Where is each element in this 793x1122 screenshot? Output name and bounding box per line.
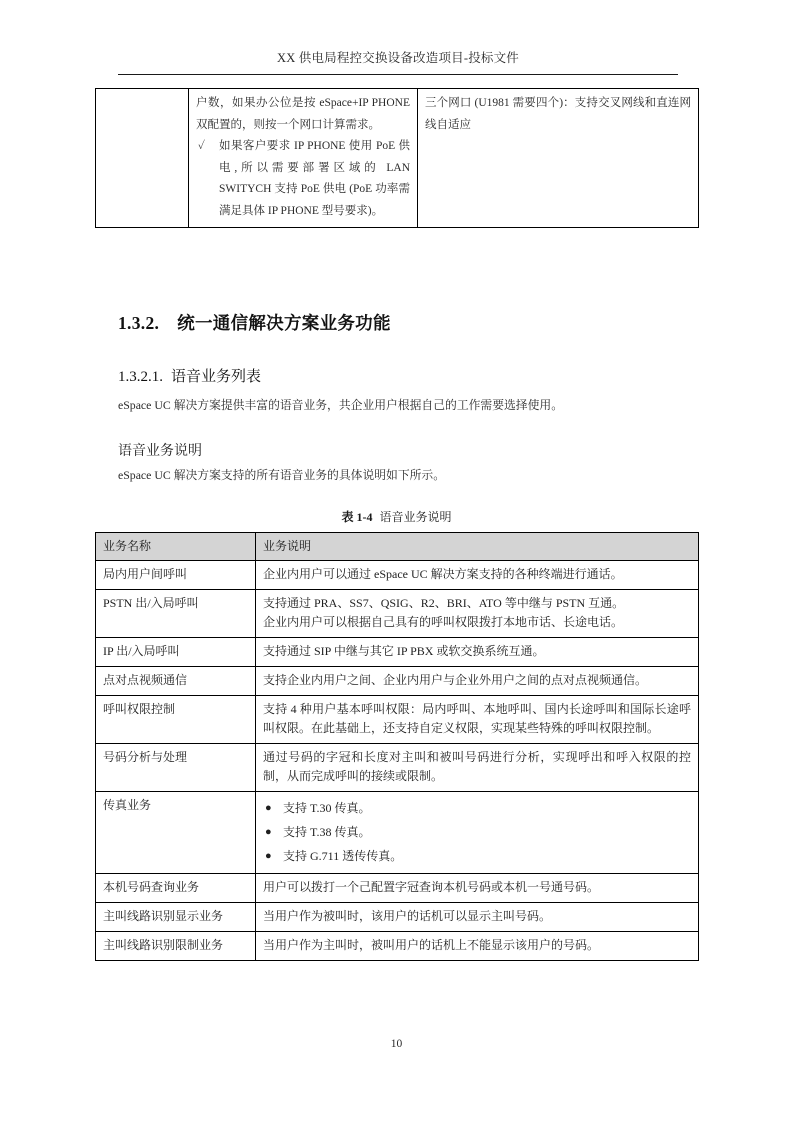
description-paragraph: 当用户作为被叫时，该用户的话机可以显示主叫号码。 — [263, 909, 552, 923]
description-paragraph: 企业内用户可以根据自己具有的呼叫权限拨打本地市话、长途电话。 — [263, 615, 624, 629]
service-description-cell — [256, 744, 699, 792]
table-caption-text: 语音业务说明 — [379, 510, 452, 524]
list-item — [263, 844, 691, 868]
table-caption-label: 表 1-4 — [341, 510, 373, 524]
service-name-cell: 号码分析与处理 — [96, 744, 256, 792]
service-name-cell: 本机号码查询业务 — [96, 874, 256, 903]
column-header-service-desc: 业务说明 — [256, 533, 699, 561]
intro-paragraph: eSpace UC 解决方案提供丰富的语音业务，共企业用户根据自己的工作需要选择使用。 — [118, 398, 563, 412]
service-description-cell — [256, 903, 699, 932]
bullet-icon: ● — [265, 826, 272, 838]
list-item-label: 支持 T.38 传真。 — [283, 825, 371, 839]
service-description-cell — [256, 667, 699, 696]
continued-cell-right — [418, 89, 699, 228]
table-row — [96, 561, 699, 590]
service-description-cell — [256, 874, 699, 903]
column-header-service-name: 业务名称 — [96, 533, 256, 561]
table-row — [96, 590, 699, 638]
description-paragraph: 支持通过 SIP 中继与其它 IP PBX 或软交换系统互通。 — [263, 644, 545, 658]
bullet-icon: ● — [265, 802, 272, 814]
list-item-label: 如果客户要求 IP PHONE 使用 PoE 供电,所以需要部署区域的 LAN SWITYCH 支持 PoE 供电 (PoE 功率需满足具体 IP PHONE 型号要求)。 — [219, 140, 410, 217]
service-description-cell — [256, 590, 699, 638]
service-description-cell — [256, 638, 699, 667]
continued-cell-middle — [189, 89, 418, 228]
table-row — [96, 696, 699, 744]
service-name-cell: 传真业务 — [96, 792, 256, 874]
subsection-number: 1.3.2.1. — [118, 369, 163, 385]
voice-service-table-container — [95, 532, 698, 961]
continued-table — [95, 88, 699, 228]
table-header-row — [96, 533, 699, 561]
service-name-cell: 点对点视频通信 — [96, 667, 256, 696]
table-row — [96, 874, 699, 903]
description-paragraph: 用户可以拨打一个己配置字冠查询本机号码或本机一号通号码。 — [263, 880, 600, 894]
list-item — [196, 136, 410, 222]
service-description-cell — [256, 792, 699, 874]
subsection-title: 语音业务列表 — [171, 369, 262, 385]
service-description-cell — [256, 696, 699, 744]
description-paragraph: 支持 4 种用户基本呼叫权限：局内呼叫、本地呼叫、国内长途呼叫和国际长途呼叫权限。在此基础上，还支持自定义权限，实现某些特殊的呼叫权限控制。 — [263, 702, 691, 735]
page-number: 10 — [390, 1038, 403, 1050]
continued-checklist — [196, 136, 410, 222]
continued-cell-empty — [96, 89, 189, 228]
bullet-icon: ● — [265, 850, 272, 862]
check-icon: ✓ — [198, 140, 206, 152]
description-bullet-list — [263, 796, 691, 868]
service-name-cell: 局内用户间呼叫 — [96, 561, 256, 590]
list-item-label: 支持 G.711 透传传真。 — [283, 849, 403, 863]
page-header-divider — [118, 74, 678, 75]
table-row — [96, 667, 699, 696]
table-caption — [95, 508, 698, 525]
table-row — [96, 903, 699, 932]
list-item — [263, 796, 691, 820]
service-name-cell: 主叫线路识别显示业务 — [96, 903, 256, 932]
service-description-cell — [256, 932, 699, 961]
description-paragraph: 支持通过 PRA、SS7、QSIG、R2、BRI、ATO 等中继与 PSTN 互通。 — [263, 596, 625, 610]
service-description-cell — [256, 561, 699, 590]
page-header-title: XX 供电局程控交换设备改造项目-投标文件 — [276, 51, 520, 65]
list-item-label: 支持 T.30 传真。 — [283, 801, 371, 815]
service-name-cell: 呼叫权限控制 — [96, 696, 256, 744]
subsection-heading-voice-service: 语音业务说明 — [118, 444, 202, 459]
section-heading-1-3-2 — [118, 310, 391, 335]
service-name-cell: 主叫线路识别限制业务 — [96, 932, 256, 961]
section-title: 统一通信解决方案业务功能 — [177, 313, 391, 333]
table-row — [96, 89, 699, 228]
description-paragraph: 通过号码的字冠和长度对主叫和被叫号码进行分析，实现呼出和呼入权限的控制，从而完成呼叫的接续或限制。 — [263, 750, 691, 783]
continued-right-text: 三个网口 (U1981 需要四个)：支持交叉网线和直连网线自适应 — [425, 97, 691, 131]
table-row — [96, 932, 699, 961]
description-paragraph: 企业内用户可以通过 eSpace UC 解决方案支持的各种终端进行通话。 — [263, 567, 623, 581]
voice-service-table — [95, 532, 699, 961]
continued-paragraph: 户数，如果办公位是按 eSpace+IP PHONE 双配置的，则按一个网口计算需求。 — [196, 97, 410, 131]
service-name-cell: PSTN 出/入局呼叫 — [96, 590, 256, 638]
section-number: 1.3.2. — [118, 313, 160, 333]
table-row — [96, 638, 699, 667]
service-name-cell: IP 出/入局呼叫 — [96, 638, 256, 667]
table-row — [96, 792, 699, 874]
description-paragraph: 支持企业内用户之间、企业内用户与企业外用户之间的点对点视频通信。 — [263, 673, 648, 687]
continued-table-container — [95, 88, 698, 228]
table-lead-paragraph: eSpace UC 解决方案支持的所有语音业务的具体说明如下所示。 — [118, 468, 446, 482]
voice-service-table-body — [96, 561, 699, 961]
section-heading-1-3-2-1 — [118, 365, 261, 386]
list-item — [263, 820, 691, 844]
description-paragraph: 当用户作为主叫时，被叫用户的话机上不能显示该用户的号码。 — [263, 938, 600, 952]
table-row — [96, 744, 699, 792]
